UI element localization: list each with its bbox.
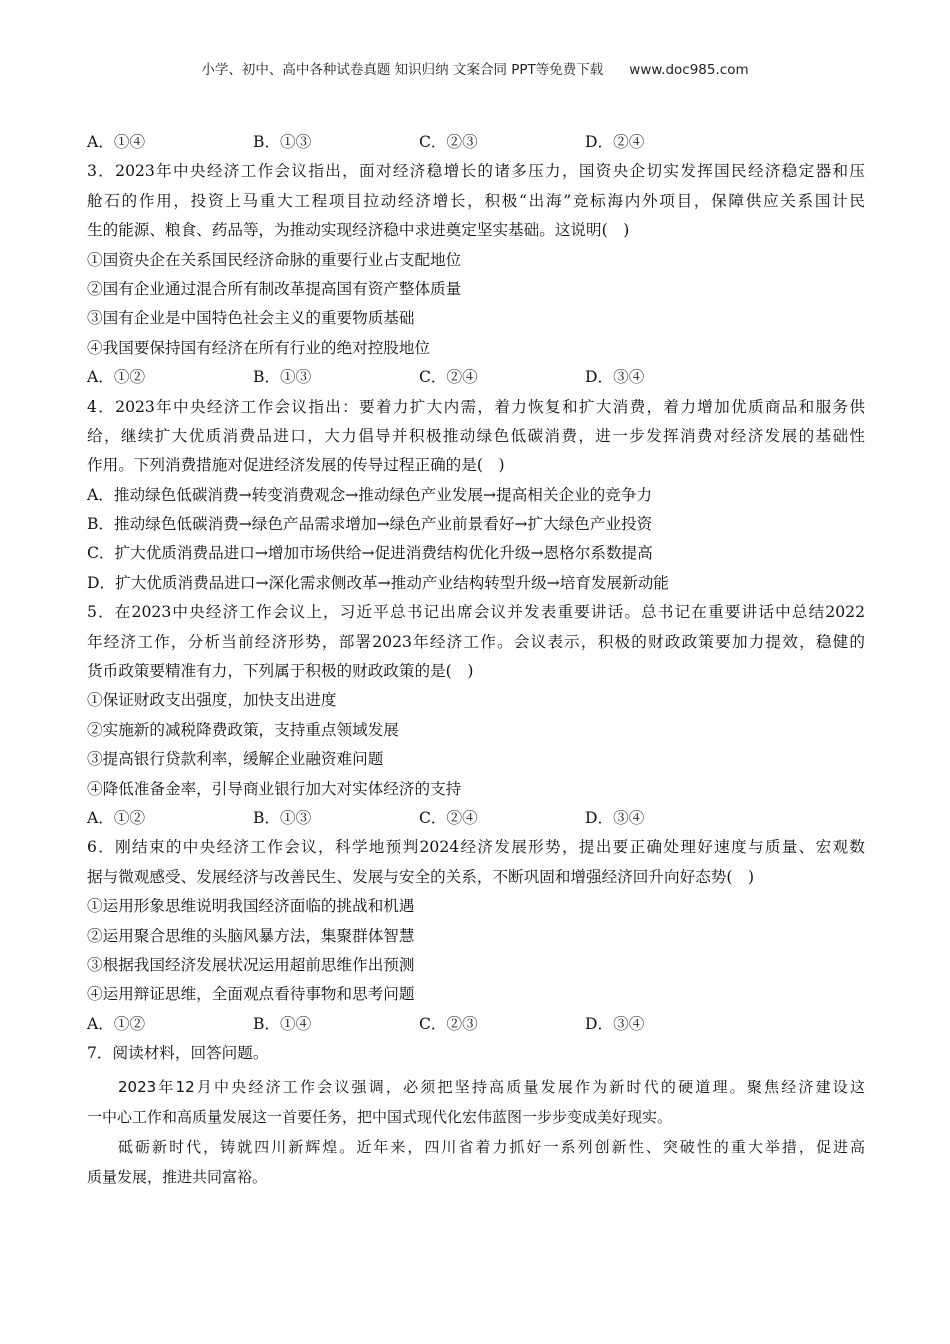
q3-option-d: D．③④ (585, 368, 645, 387)
question-4 (87, 393, 865, 599)
q6-option-a: A．①② (87, 1014, 146, 1033)
q5-stem-line: 年经济工作，分析当前经济形势，部署2023年经济工作。会议表示，积极的财政政策要加力提效，稳健的 (87, 632, 865, 651)
q4-choice-c: C．扩大优质消费品进口→增加市场供给→促进消费结构优化升级→恩格尔系数提高 (87, 544, 653, 563)
q7-material-p1-line: 2023年12月中央经济工作会议强调，必须把坚持高质量发展作为新时代的硬道理。聚焦经济建设这 (118, 1077, 865, 1096)
q3-stem-line: 舱石的作用，投资上马重大工程项目拉动经济增长，积极“出海”竞标海内外项目，保障供应关系国计民 (87, 191, 865, 210)
q4-stem-line: 给，继续扩大优质消费品进口，大力倡导并积极推动绿色低碳消费，进一步发挥消费对经济发展的基础性 (87, 426, 865, 445)
q3-item-3: ③国有企业是中国特色社会主义的重要物质基础 (87, 309, 415, 328)
q3-option-b: B．①③ (253, 368, 312, 387)
q4-choice-a: A．推动绿色低碳消费→转变消费观念→推动绿色产业发展→提高相关企业的竞争力 (87, 485, 653, 504)
q3-option-a: A．①② (87, 368, 146, 387)
q6-option-b: B．①④ (253, 1014, 312, 1033)
q5-stem-line: 5．在2023中央经济工作会议上，习近平总书记出席会议并发表重要讲话。总书记在重要讲话中总结2022 (87, 603, 865, 622)
q3-item-4: ④我国要保持国有经济在所有行业的绝对控股地位 (87, 338, 431, 357)
q3-stem-line: 生的能源、粮食、药品等，为推动实现经济稳中求进奠定坚实基础。这说明( ) (87, 221, 630, 240)
q5-option-d: D．③④ (585, 808, 645, 827)
q7-material-p2-line: 质量发展，推进共同富裕。 (87, 1167, 268, 1186)
q2-options (87, 128, 865, 157)
q3-stem-line: 3．2023年中央经济工作会议指出，面对经济稳增长的诸多压力，国资央企切实发挥国民经济稳定器和压 (87, 162, 865, 181)
q6-options (87, 1010, 865, 1039)
q2-option-c: C．②③ (419, 133, 478, 151)
question-6 (87, 833, 865, 1039)
question-7 (87, 1039, 865, 1191)
question-5 (87, 598, 865, 833)
q6-stem-line: 6．刚结束的中央经济工作会议，科学地预判2024经济发展形势，提出要正确处理好速度与质量、宏观数 (87, 838, 865, 857)
header-site-link[interactable]: www.doc985.com (629, 62, 749, 78)
q3-item-2: ②国有企业通过混合所有制改革提高国有资产整体质量 (87, 279, 462, 298)
q6-option-d: D．③④ (585, 1014, 645, 1033)
q7-material-p1-line: 一中心工作和高质量发展这一首要任务，把中国式现代化宏伟蓝图一步步变成美好现实。 (87, 1107, 673, 1126)
q6-item-1: ①运用形象思维说明我国经济面临的挑战和机遇 (87, 897, 415, 916)
q5-options (87, 804, 865, 833)
q7-material (87, 1072, 865, 1192)
q6-option-c: C．②③ (419, 1014, 478, 1033)
q5-option-c: C．②④ (419, 808, 478, 827)
q4-choice-d: D．扩大优质消费品进口→深化需求侧改革→推动产业结构转型升级→培育发展新动能 (87, 573, 669, 592)
q5-option-b: B．①③ (253, 808, 312, 827)
q6-item-4: ④运用辩证思维，全面观点看待事物和思考问题 (87, 985, 415, 1004)
q3-option-c: C．②④ (419, 368, 478, 387)
q5-stem-line: 货币政策要精准有力，下列属于积极的财政政策的是( ) (87, 662, 474, 681)
q5-item-4: ④降低准备金率，引导商业银行加大对实体经济的支持 (87, 779, 462, 798)
q2-option-b: B．①③ (253, 133, 312, 151)
q4-stem-line: 作用。下列消费措施对促进经济发展的传导过程正确的是( ) (87, 456, 505, 475)
q7-title: 7．阅读材料，回答问题。 (87, 1044, 269, 1063)
q6-item-3: ③根据我国经济发展状况运用超前思维作出预测 (87, 955, 415, 974)
q6-item-2: ②运用聚合思维的头脑风暴方法，集聚群体智慧 (87, 926, 415, 945)
q4-choice-b: B．推动绿色低碳消费→绿色产品需求增加→绿色产业前景看好→扩大绿色产业投资 (87, 515, 653, 534)
q7-material-p2-line: 砥砺新时代，铸就四川新辉煌。近年来，四川省着力抓好一系列创新性、突破性的重大举措，促进高 (118, 1137, 865, 1156)
q3-item-1: ①国资央企在关系国民经济命脉的重要行业占支配地位 (87, 250, 462, 269)
q5-option-a: A．①② (87, 808, 146, 827)
q2-option-d: D．②④ (585, 133, 645, 151)
q3-options (87, 363, 865, 392)
question-3 (87, 157, 865, 392)
q4-stem-line: 4．2023年中央经济工作会议指出：要着力扩大内需，着力恢复和扩大消费，着力增加优质商品和服务供 (87, 397, 865, 416)
q5-item-1: ①保证财政支出强度，加快支出进度 (87, 691, 337, 710)
page-header (0, 58, 950, 78)
header-text: 小学、初中、高中各种试卷真题 知识归纳 文案合同 PPT等免费下载 (201, 62, 604, 78)
exam-content (87, 128, 865, 1192)
q5-item-3: ③提高银行贷款利率，缓解企业融资难问题 (87, 750, 384, 769)
q6-stem-line: 据与微观感受、发展经济与改善民生、发展与安全的关系，不断巩固和增强经济回升向好态势( ) (87, 867, 755, 886)
q5-item-2: ②实施新的减税降费政策，支持重点领域发展 (87, 720, 399, 739)
q2-option-a: A．①④ (87, 133, 146, 151)
